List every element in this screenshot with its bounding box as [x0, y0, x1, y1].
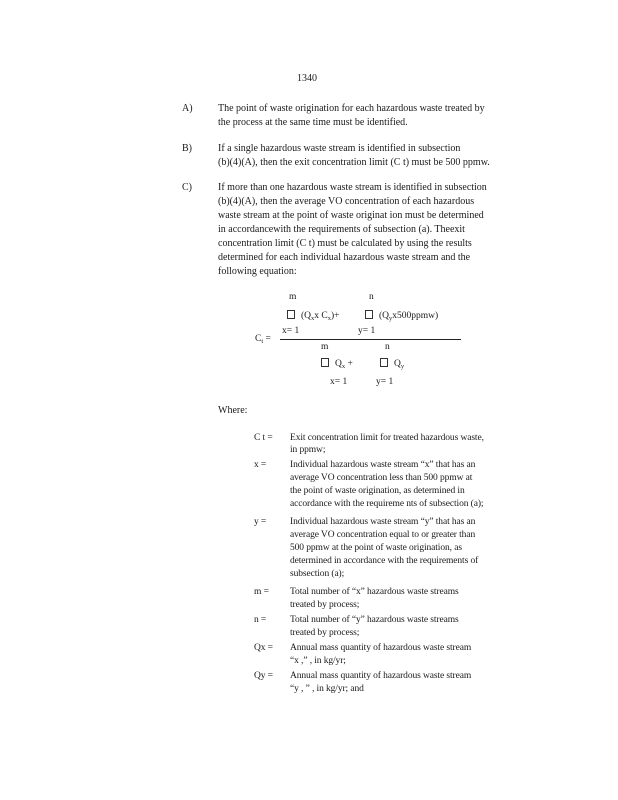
definition-text: treated by process; [290, 628, 360, 638]
item-text-c-line-5: concentration limit (C t) must be calculated by using the results [218, 238, 472, 249]
definition-text: “y , ” , in kg/yr; and [290, 684, 364, 694]
definition-text: in ppmw; [290, 445, 326, 455]
definition-term-ct: C t = [254, 433, 273, 443]
summation-icon [287, 310, 295, 319]
definition-text: Total number of “x” hazardous waste streams [290, 587, 459, 597]
fraction-bar [280, 339, 461, 340]
definition-text: Individual hazardous waste stream “y” that has an [290, 517, 476, 527]
summation-icon [365, 310, 373, 319]
definition-text: Total number of “y” hazardous waste streams [290, 615, 459, 625]
definition-term-qy: Qy = [254, 671, 273, 681]
eq-num-row: ($Q_xx$ $C_x)+$ [287, 310, 340, 322]
eq-num-sum1-bottom: x= 1 [282, 326, 300, 336]
definition-text: subsection (a); [290, 569, 345, 579]
definition-text: the point of waste origination, as determined in [290, 486, 465, 496]
definition-text: “x ,” , in kg/yr; [290, 656, 346, 666]
definition-text: Individual hazardous waste stream “x” that has an [290, 460, 476, 470]
item-text-b-line-1: If a single hazardous waste stream is identified in subsection [218, 143, 461, 154]
definition-text: treated by process; [290, 600, 360, 610]
where-label: Where: [218, 405, 248, 416]
item-label-b: B) [182, 143, 192, 154]
eq-num-sum1-top: m [289, 292, 297, 302]
definition-term-y: y = [254, 517, 267, 527]
item-label-a: A) [182, 103, 193, 114]
definition-text: average VO concentration equal to or greater than [290, 530, 476, 540]
eq-den-row: $Q_x$ + [321, 358, 353, 370]
definition-text: average VO concentration less than 500 ppmw at [290, 473, 473, 483]
item-text-c-line-4: in accordancewith the requirements of subsection (a). Theexit [218, 224, 465, 235]
item-text-c-line-2: (b)(4)(A), then the average VO concentration of each hazardous [218, 196, 475, 207]
item-text-a-line-2: the process at the same time must be identified. [218, 117, 408, 128]
definition-term-qx: Qx = [254, 643, 273, 653]
eq-den-sum1-bottom: x= 1 [330, 377, 348, 387]
summation-icon [321, 358, 329, 367]
definition-term-n: n = [254, 615, 267, 625]
eq-den-sum1-top: m [321, 342, 329, 352]
eq-num-sum2-top: n [369, 292, 374, 302]
definition-term-m: m = [254, 587, 269, 597]
definition-text: Annual mass quantity of hazardous waste stream [290, 643, 472, 653]
definition-text: 500 ppmw at the point of waste origination, as [290, 543, 462, 553]
definition-text: Exit concentration limit for treated hazardous waste, [290, 433, 484, 443]
item-text-c-line-6: determined for each individual hazardous waste stream and the [218, 252, 471, 263]
definition-text: Annual mass quantity of hazardous waste stream [290, 671, 472, 681]
page-number: 1340 [297, 73, 317, 84]
definition-term-x: x = [254, 460, 267, 470]
item-text-c-line-1: If more than one hazardous waste stream is identified in subsection [218, 182, 487, 193]
eq-num-sum2-bottom: y= 1 [358, 326, 376, 336]
definition-text: accordance with the requireme nts of subsection (a); [290, 499, 484, 509]
eq-num-row-2: $(Q_yx500ppmw)$ [365, 310, 438, 322]
definition-text: determined in accordance with the requirements of [290, 556, 479, 566]
item-label-c: C) [182, 182, 192, 193]
eq-den-row-2: $Q_y$ [380, 358, 404, 370]
item-text-a-line-1: The point of waste origination for each hazardous waste treated by [218, 103, 485, 114]
item-text-b-line-2: (b)(4)(A), then the exit concentration limit (C t) must be 500 ppmw. [218, 157, 490, 168]
eq-lhs: $C_t$ = [255, 334, 271, 345]
item-text-c-line-7: following equation: [218, 266, 297, 277]
eq-den-sum2-bottom: y= 1 [376, 377, 394, 387]
item-text-c-line-3: waste stream at the point of waste originat ion must be determined [218, 210, 484, 221]
eq-den-sum2-top: n [385, 342, 390, 352]
summation-icon [380, 358, 388, 367]
